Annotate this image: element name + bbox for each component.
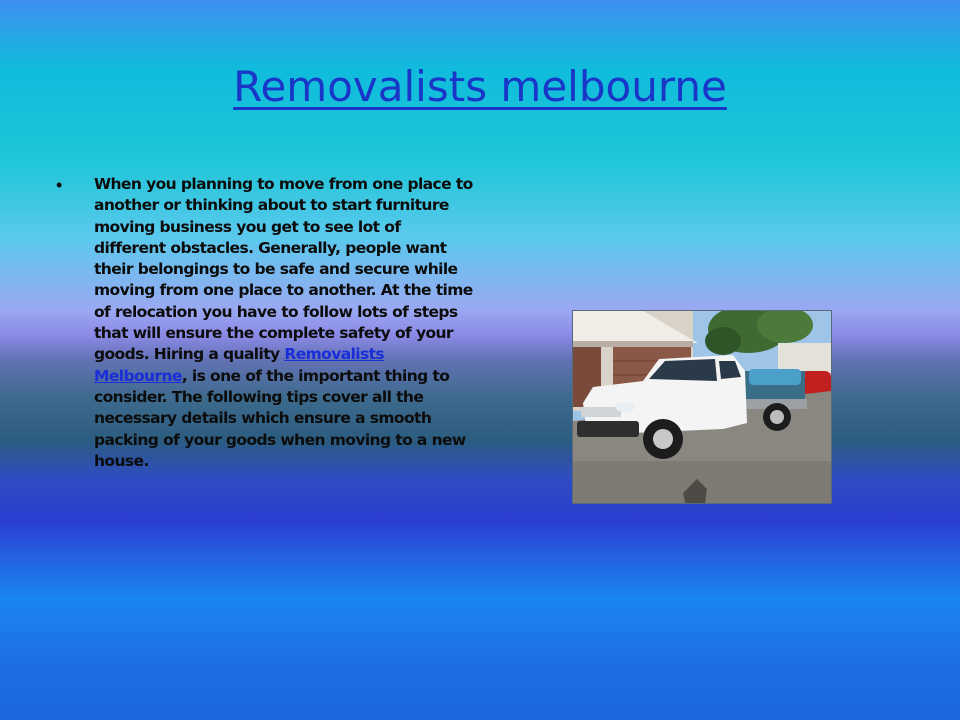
paragraph-text-after-link: , is one of the important thing to consider. The following tips cover all the necessary details which ensure a smooth packing of your goods when moving to a new house. <box>94 366 466 470</box>
bullet-paragraph <box>94 174 476 472</box>
removalists-melbourne-link[interactable]: Removalists Melbourne <box>94 345 385 385</box>
moving-truck-photo <box>572 310 832 504</box>
bullet-item <box>56 174 476 472</box>
bullet-marker: • <box>56 175 63 195</box>
paragraph-text-before-link: When you planning to move from one place to another or thinking about to start furniture moving business you get to see lot of different obstacles. Generally, people want their belongings to be safe and secure while moving from one place to another. At the time of relocation you have to follow lots of steps that will ensure the complete safety of your goods. Hiring a quality <box>94 175 473 364</box>
slide-title[interactable]: Removalists melbourne <box>233 62 727 111</box>
bullet-list <box>56 174 476 472</box>
